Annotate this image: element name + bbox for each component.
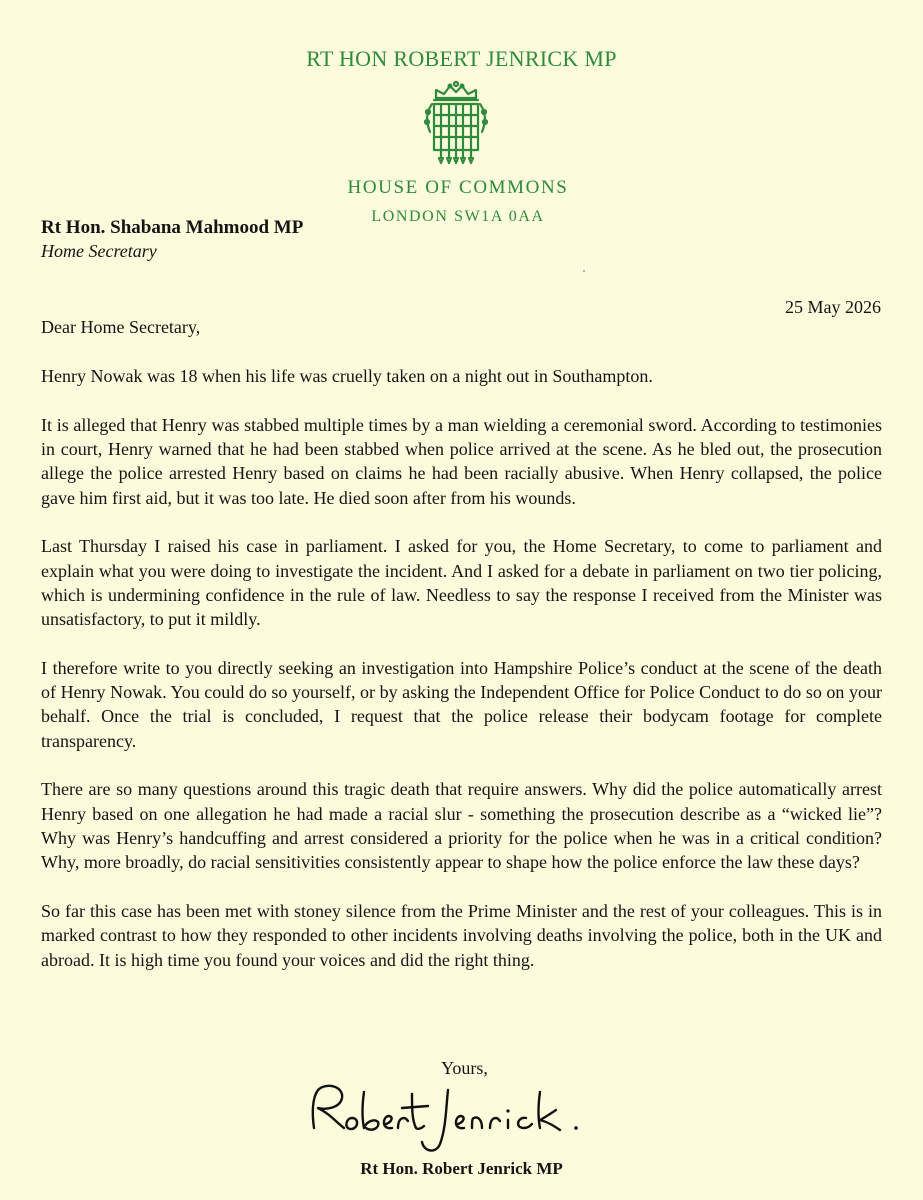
paragraph-2: It is alleged that Henry was stabbed multiple times by a man wielding a ceremonial sword. According to testimonies in court, Henry warned that he had been stabbed when police arrived at the scene. As he bled out, the prosecution allege the police arrested Henry based on claims he had been racially abusive. When Henry collapsed, the police gave him first aid, but it was too late. He died soon after from his wounds. xyxy=(41,414,882,508)
letterhead-name: RT HON ROBERT JENRICK MP xyxy=(306,46,617,71)
recipient-name: Rt Hon. Shabana Mahmood MP xyxy=(41,217,304,238)
recipient-title: Home Secretary xyxy=(41,241,157,261)
paragraph-1: Henry Nowak was 18 when his life was cruelly taken on a night out in Southampton. xyxy=(41,366,653,386)
portcullis-emblem-icon xyxy=(422,80,490,164)
paragraph-3: Last Thursday I raised his case in parliament. I asked for you, the Home Secretary, to come to parliament and explain what you were doing to investigate the incident. And I asked for a debate in parliament on two tier policing, which is undermining confidence in the rule of law. Needless to say the response I received from the Minister was unsatisfactory, to put it mildly. xyxy=(41,536,882,630)
letterhead-address: LONDON SW1A 0AA xyxy=(371,208,545,225)
paragraph-6: So far this case has been met with stoney silence from the Prime Minister and the rest of your colleagues. This is in marked contrast to how they responded to other incidents involving deaths involving the police, both in the UK and abroad. It is high time you found your voices and did the right thing. xyxy=(41,901,882,970)
handwritten-signature xyxy=(300,1078,630,1158)
signatory-name: Rt Hon. Robert Jenrick MP xyxy=(360,1159,563,1178)
paper-speck xyxy=(583,270,585,272)
letter-date: 25 May 2026 xyxy=(785,297,881,317)
closing: Yours, xyxy=(441,1058,488,1078)
salutation: Dear Home Secretary, xyxy=(41,317,201,337)
letter-body xyxy=(41,364,882,996)
paragraph-5: There are so many questions around this tragic death that require answers. Why did the police automatically arrest Henry based on one allegation he had made a racial slur - something the prosecution describe as a “wicked lie”? Why was Henry’s handcuffing and arrest considered a priority for the police when he was in a critical condition? Why, more broadly, do racial sensitivities consistently appear to shape how the police enforce the law these days? xyxy=(41,779,882,873)
letterhead-house: HOUSE OF COMMONS xyxy=(347,177,569,198)
paragraph-4: I therefore write to you directly seeking an investigation into Hampshire Police’s conduct at the scene of the death of Henry Nowak. You could do so yourself, or by asking the Independent Office for Police Conduct to do so on your behalf. Once the trial is concluded, I request that the police release their bodycam footage for complete transparency. xyxy=(41,657,882,751)
